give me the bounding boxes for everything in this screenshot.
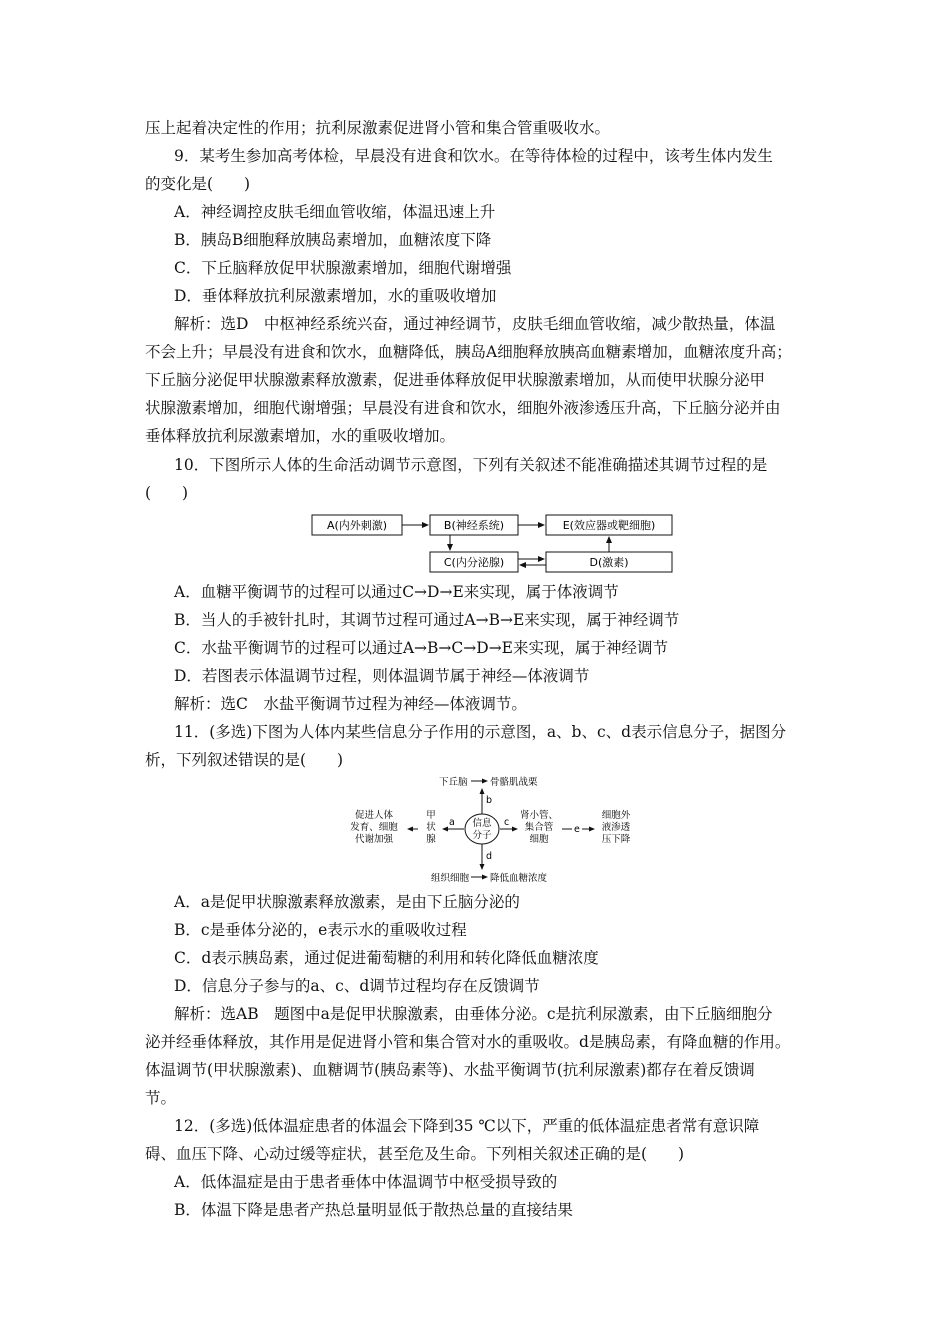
question-12-stem: 12．(多选)低体温症患者的体温会下降到35 ℃以下，严重的低体温症患者常有意识障 <box>174 1117 760 1135</box>
box-d-label: D(激素) <box>589 556 629 569</box>
question-10-stem-cont: ( ) <box>145 484 189 502</box>
target-c-1: 肾小管、 <box>519 810 559 821</box>
option-a: A．血糖平衡调节的过程可以通过C→D→E来实现，属于体液调节 <box>174 583 619 601</box>
question-9-stem: 9．某考生参加高考体检，早晨没有进食和饮水。在等待体检的过程中，该考生体内发生 <box>174 147 773 165</box>
analysis: 解析：选D 中枢神经系统兴奋，通过神经调节，皮肤毛细血管收缩，减少散热量，体温 <box>174 315 776 333</box>
box-a-label: A(内外刺激) <box>326 519 388 532</box>
signal-molecule-diagram <box>340 773 640 885</box>
analysis-cont: 下丘脑分泌促甲状腺激素释放激素，促进垂体释放促甲状腺激素增加，从而使甲状腺分泌甲 <box>145 371 766 389</box>
analysis-cont: 节。 <box>145 1089 177 1107</box>
option-a: A．低体温症是由于患者垂体中体温调节中枢受损导致的 <box>174 1173 558 1191</box>
analysis-cont: 泌并经垂体释放，其作用是促进肾小管和集合管对水的重吸收。d是胰岛素，有降血糖的作用。 <box>145 1033 791 1051</box>
right-effect-3: 压下降 <box>601 834 631 845</box>
option-b: B．胰岛B细胞释放胰岛素增加，血糖浓度下降 <box>174 231 492 249</box>
question-9-stem-cont: 的变化是( ) <box>145 175 251 193</box>
label-a: a <box>449 817 455 828</box>
analysis: 解析：选C 水盐平衡调节过程为神经—体液调节。 <box>174 695 527 713</box>
question-11-stem-cont: 析，下列叙述错误的是( ) <box>145 751 344 769</box>
label-c: c <box>504 817 510 828</box>
hypothalamus-label: 下丘脑 <box>439 777 468 788</box>
option-b: B．当人的手被针扎时，其调节过程可通过A→B→E来实现，属于神经调节 <box>174 611 680 629</box>
analysis-cont: 垂体释放抗利尿激素增加，水的重吸收增加。 <box>145 427 456 445</box>
analysis-cont: 状腺激素增加，细胞代谢增强；早晨没有进食和饮水，细胞外液渗透压升高，下丘脑分泌并由 <box>145 399 781 417</box>
gland-3: 腺 <box>426 834 436 845</box>
option-a: A．a是促甲状腺激素释放激素，是由下丘脑分泌的 <box>174 893 520 911</box>
question-10-stem: 10．下图所示人体的生命活动调节示意图，下列有关叙述不能准确描述其调节过程的是 <box>174 456 768 474</box>
label-e: e <box>574 824 580 835</box>
option-c: C．水盐平衡调节的过程可以通过A→B→C→D→E来实现，属于神经调节 <box>174 639 668 657</box>
center-line-1: 信息 <box>472 818 492 829</box>
question-12-stem-cont: 碍、血压下降、心动过缓等症状，甚至危及生命。下列相关叙述正确的是( ) <box>145 1145 685 1163</box>
label-d: d <box>486 851 493 862</box>
left-effect-1: 促进人体 <box>354 810 394 821</box>
analysis-cont: 不会上升；早晨没有进食和饮水，血糖降低，胰岛A细胞释放胰高血糖素增加，血糖浓度升高； <box>145 343 792 361</box>
box-e-label: E(效应器或靶细胞) <box>562 519 656 532</box>
left-effect-2: 发育、细胞 <box>350 822 398 833</box>
question-11-stem: 11．(多选)下图为人体内某些信息分子作用的示意图，a、b、c、d表示信息分子，据图分 <box>174 723 787 741</box>
target-c-3: 细胞 <box>529 834 549 845</box>
option-c: C．d表示胰岛素，通过促进葡萄糖的利用和转化降低血糖浓度 <box>174 949 599 967</box>
option-d: D．垂体释放抗利尿激素增加，水的重吸收增加 <box>174 287 497 305</box>
option-d: D．信息分子参与的a、c、d调节过程均存在反馈调节 <box>174 977 540 995</box>
center-line-2: 分子 <box>472 830 492 841</box>
gland-2: 状 <box>426 822 436 833</box>
left-effect-3: 代谢加强 <box>354 834 394 845</box>
text-line: 压上起着决定性的作用；抗利尿激素促进肾小管和集合管重吸收水。 <box>145 119 611 137</box>
shivering-label: 骨骼肌战栗 <box>490 777 538 788</box>
option-b: B．体温下降是患者产热总量明显低于散热总量的直接结果 <box>174 1201 573 1219</box>
right-effect-1: 细胞外 <box>601 810 631 821</box>
option-d: D．若图表示体温调节过程，则体温调节属于神经—体液调节 <box>174 667 590 685</box>
gland-1: 甲 <box>426 810 436 821</box>
option-b: B．c是垂体分泌的，e表示水的重吸收过程 <box>174 921 467 939</box>
regulation-diagram <box>300 510 690 578</box>
analysis: 解析：选AB 题图中a是促甲状腺激素，由垂体分泌。c是抗利尿激素，由下丘脑细胞分 <box>174 1005 773 1023</box>
analysis-cont: 体温调节(甲状腺激素)、血糖调节(胰岛素等)、水盐平衡调节(抗利尿激素)都存在着反馈调 <box>145 1061 755 1079</box>
target-c-2: 集合管 <box>524 822 554 833</box>
right-effect-2: 液渗透 <box>601 822 631 833</box>
lower-glucose-label: 降低血糖浓度 <box>490 873 548 884</box>
box-c-label: C(内分泌腺) <box>443 556 505 569</box>
box-b-label: B(神经系统) <box>443 519 505 532</box>
option-c: C．下丘脑释放促甲状腺激素增加，细胞代谢增强 <box>174 259 512 277</box>
tissue-cells-label: 组织细胞 <box>431 873 470 884</box>
label-b: b <box>486 795 493 806</box>
option-a: A．神经调控皮肤毛细血管收缩，体温迅速上升 <box>174 203 496 221</box>
